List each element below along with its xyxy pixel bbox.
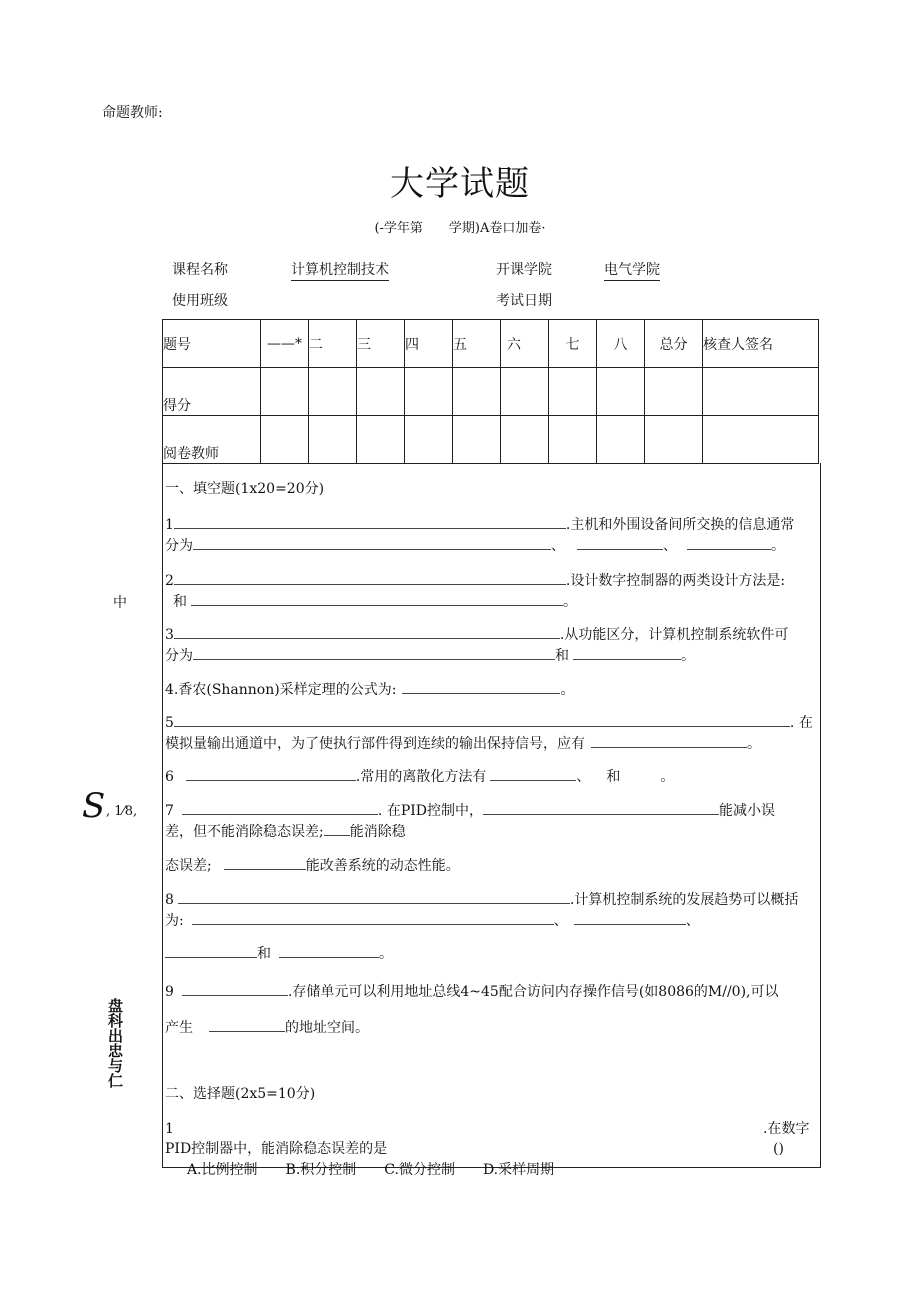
row-label: 得分 xyxy=(163,368,261,416)
teacher-cell[interactable] xyxy=(357,416,405,464)
score-cell[interactable] xyxy=(501,368,549,416)
blank[interactable] xyxy=(192,910,554,925)
exam-subtitle: (-学年第 学期)A卷口加卷· xyxy=(374,221,546,236)
question-9: 9 .存储单元可以利用地址总线4~45配合访问内存操作信号(如8086的M//0),可以 xyxy=(165,981,779,1002)
blank[interactable] xyxy=(182,981,288,996)
blank[interactable] xyxy=(174,712,790,727)
question-7-line3: 态误差; 能改善系统的动态性能。 xyxy=(165,855,460,876)
header-cell: 四 xyxy=(405,320,453,368)
blank[interactable] xyxy=(178,889,570,904)
blank[interactable] xyxy=(193,645,555,660)
teacher-cell[interactable] xyxy=(703,416,819,464)
header-cell: 六 xyxy=(501,320,549,368)
margin-vertical-text: 盘科出忠与仁 xyxy=(106,998,124,1088)
score-cell[interactable] xyxy=(597,368,645,416)
blank[interactable] xyxy=(490,766,576,781)
teacher-row xyxy=(163,416,819,464)
blank[interactable] xyxy=(191,591,563,606)
teacher-cell[interactable] xyxy=(549,416,597,464)
question-3: 3 .从功能区分，计算机控制系统软件可 xyxy=(165,624,788,645)
blank[interactable] xyxy=(324,821,350,836)
question-5: 5 . 在 xyxy=(165,712,813,733)
question-body xyxy=(162,463,821,1178)
section2-title: 二、选择题(2x5=10分) xyxy=(165,1086,316,1102)
section1-title: 一、填空题(1x20=20分) xyxy=(165,481,325,497)
class-label: 使用班级 xyxy=(172,293,228,309)
blank[interactable] xyxy=(209,1017,285,1032)
score-row xyxy=(163,368,819,416)
course-name-value: 计算机控制技术 xyxy=(291,259,389,281)
blank[interactable] xyxy=(402,679,560,694)
question-4: 4.香农(Shannon)采样定理的公式为: 。 xyxy=(165,679,574,700)
teacher-cell[interactable] xyxy=(261,416,309,464)
blank[interactable] xyxy=(193,535,551,550)
college-value: 电气学院 xyxy=(604,259,660,281)
blank[interactable] xyxy=(174,514,566,529)
row-label: 阅卷教师 xyxy=(163,416,261,464)
header-cell: 核查人签名 xyxy=(703,320,819,368)
blank[interactable] xyxy=(174,570,566,585)
choice-question-1-line2: PID控制器中，能消除稳态误差的是 xyxy=(165,1141,388,1157)
choice-question-1: 1 xyxy=(165,1121,174,1137)
blank[interactable] xyxy=(577,535,663,550)
margin-zhong: 中 xyxy=(113,595,127,611)
blank[interactable] xyxy=(182,800,378,815)
question-8-line2: 为: 、 、 xyxy=(165,910,700,931)
score-cell[interactable] xyxy=(261,368,309,416)
blank[interactable] xyxy=(573,645,681,660)
score-cell[interactable] xyxy=(703,368,819,416)
page-title: 大学试题 xyxy=(390,164,530,204)
question-6: 6 .常用的离散化方法有 、 和 。 xyxy=(165,766,674,787)
question-1: 1 .主机和外围设备间所交换的信息通常 xyxy=(165,514,794,535)
course-name-label: 课程名称 xyxy=(172,262,228,278)
header-cell: 七 xyxy=(549,320,597,368)
blank[interactable] xyxy=(186,766,356,781)
question-8: 8 .计算机控制系统的发展趋势可以概括 xyxy=(165,889,798,910)
score-cell[interactable] xyxy=(357,368,405,416)
question-8-line3: 和 。 xyxy=(165,943,393,964)
question-2: 2 .设计数字控制器的两类设计方法是: xyxy=(165,570,785,591)
score-table-header-row xyxy=(163,320,819,368)
score-cell[interactable] xyxy=(309,368,357,416)
blank[interactable] xyxy=(224,855,306,870)
blank[interactable] xyxy=(483,800,719,815)
teacher-cell[interactable] xyxy=(405,416,453,464)
blank[interactable] xyxy=(591,733,747,748)
blank[interactable] xyxy=(279,943,379,958)
question-1-line2: 分为 、 、 。 xyxy=(165,535,785,556)
header-cell: 八 xyxy=(597,320,645,368)
exam-date-label: 考试日期 xyxy=(496,293,552,309)
header-cell: 二 xyxy=(309,320,357,368)
teacher-cell[interactable] xyxy=(501,416,549,464)
setter-label: 命题教师: xyxy=(102,105,163,121)
margin-s-sub: , 1⁄8, xyxy=(106,804,138,819)
header-cell: 总分 xyxy=(645,320,703,368)
score-table xyxy=(162,319,819,464)
teacher-cell[interactable] xyxy=(309,416,357,464)
header-cell: 题号 xyxy=(163,320,261,368)
score-cell[interactable] xyxy=(453,368,501,416)
question-7: 7 . 在PID控制中， 能减小误 xyxy=(165,800,775,821)
blank[interactable] xyxy=(687,535,771,550)
blank[interactable] xyxy=(574,910,686,925)
score-cell[interactable] xyxy=(549,368,597,416)
header-cell: 三 xyxy=(357,320,405,368)
college-label: 开课学院 xyxy=(496,262,552,278)
header-cell: 五 xyxy=(453,320,501,368)
choice-question-1-tail: .在数字 xyxy=(763,1121,810,1137)
blank[interactable] xyxy=(165,943,257,958)
teacher-cell[interactable] xyxy=(453,416,501,464)
margin-s-mark: S xyxy=(82,786,106,826)
question-9-line2: 产生 的地址空间。 xyxy=(165,1017,369,1038)
score-cell[interactable] xyxy=(405,368,453,416)
question-5-line2: 模拟量输出通道中，为了使执行部件得到连续的输出保持信号，应有 。 xyxy=(165,733,761,754)
teacher-cell[interactable] xyxy=(597,416,645,464)
answer-paren[interactable]: () xyxy=(773,1141,784,1157)
header-cell: ——* xyxy=(261,320,309,368)
question-3-line2: 分为 和 。 xyxy=(165,645,695,666)
question-2-line2: 和 。 xyxy=(173,591,577,612)
question-7-line2: 差，但不能消除稳态误差; 能消除稳 xyxy=(165,821,406,842)
choice-options: A.比例控制 B.积分控制 C.微分控制 D.采样周期 xyxy=(187,1162,555,1178)
teacher-cell[interactable] xyxy=(645,416,703,464)
blank[interactable] xyxy=(174,624,560,639)
score-cell[interactable] xyxy=(645,368,703,416)
